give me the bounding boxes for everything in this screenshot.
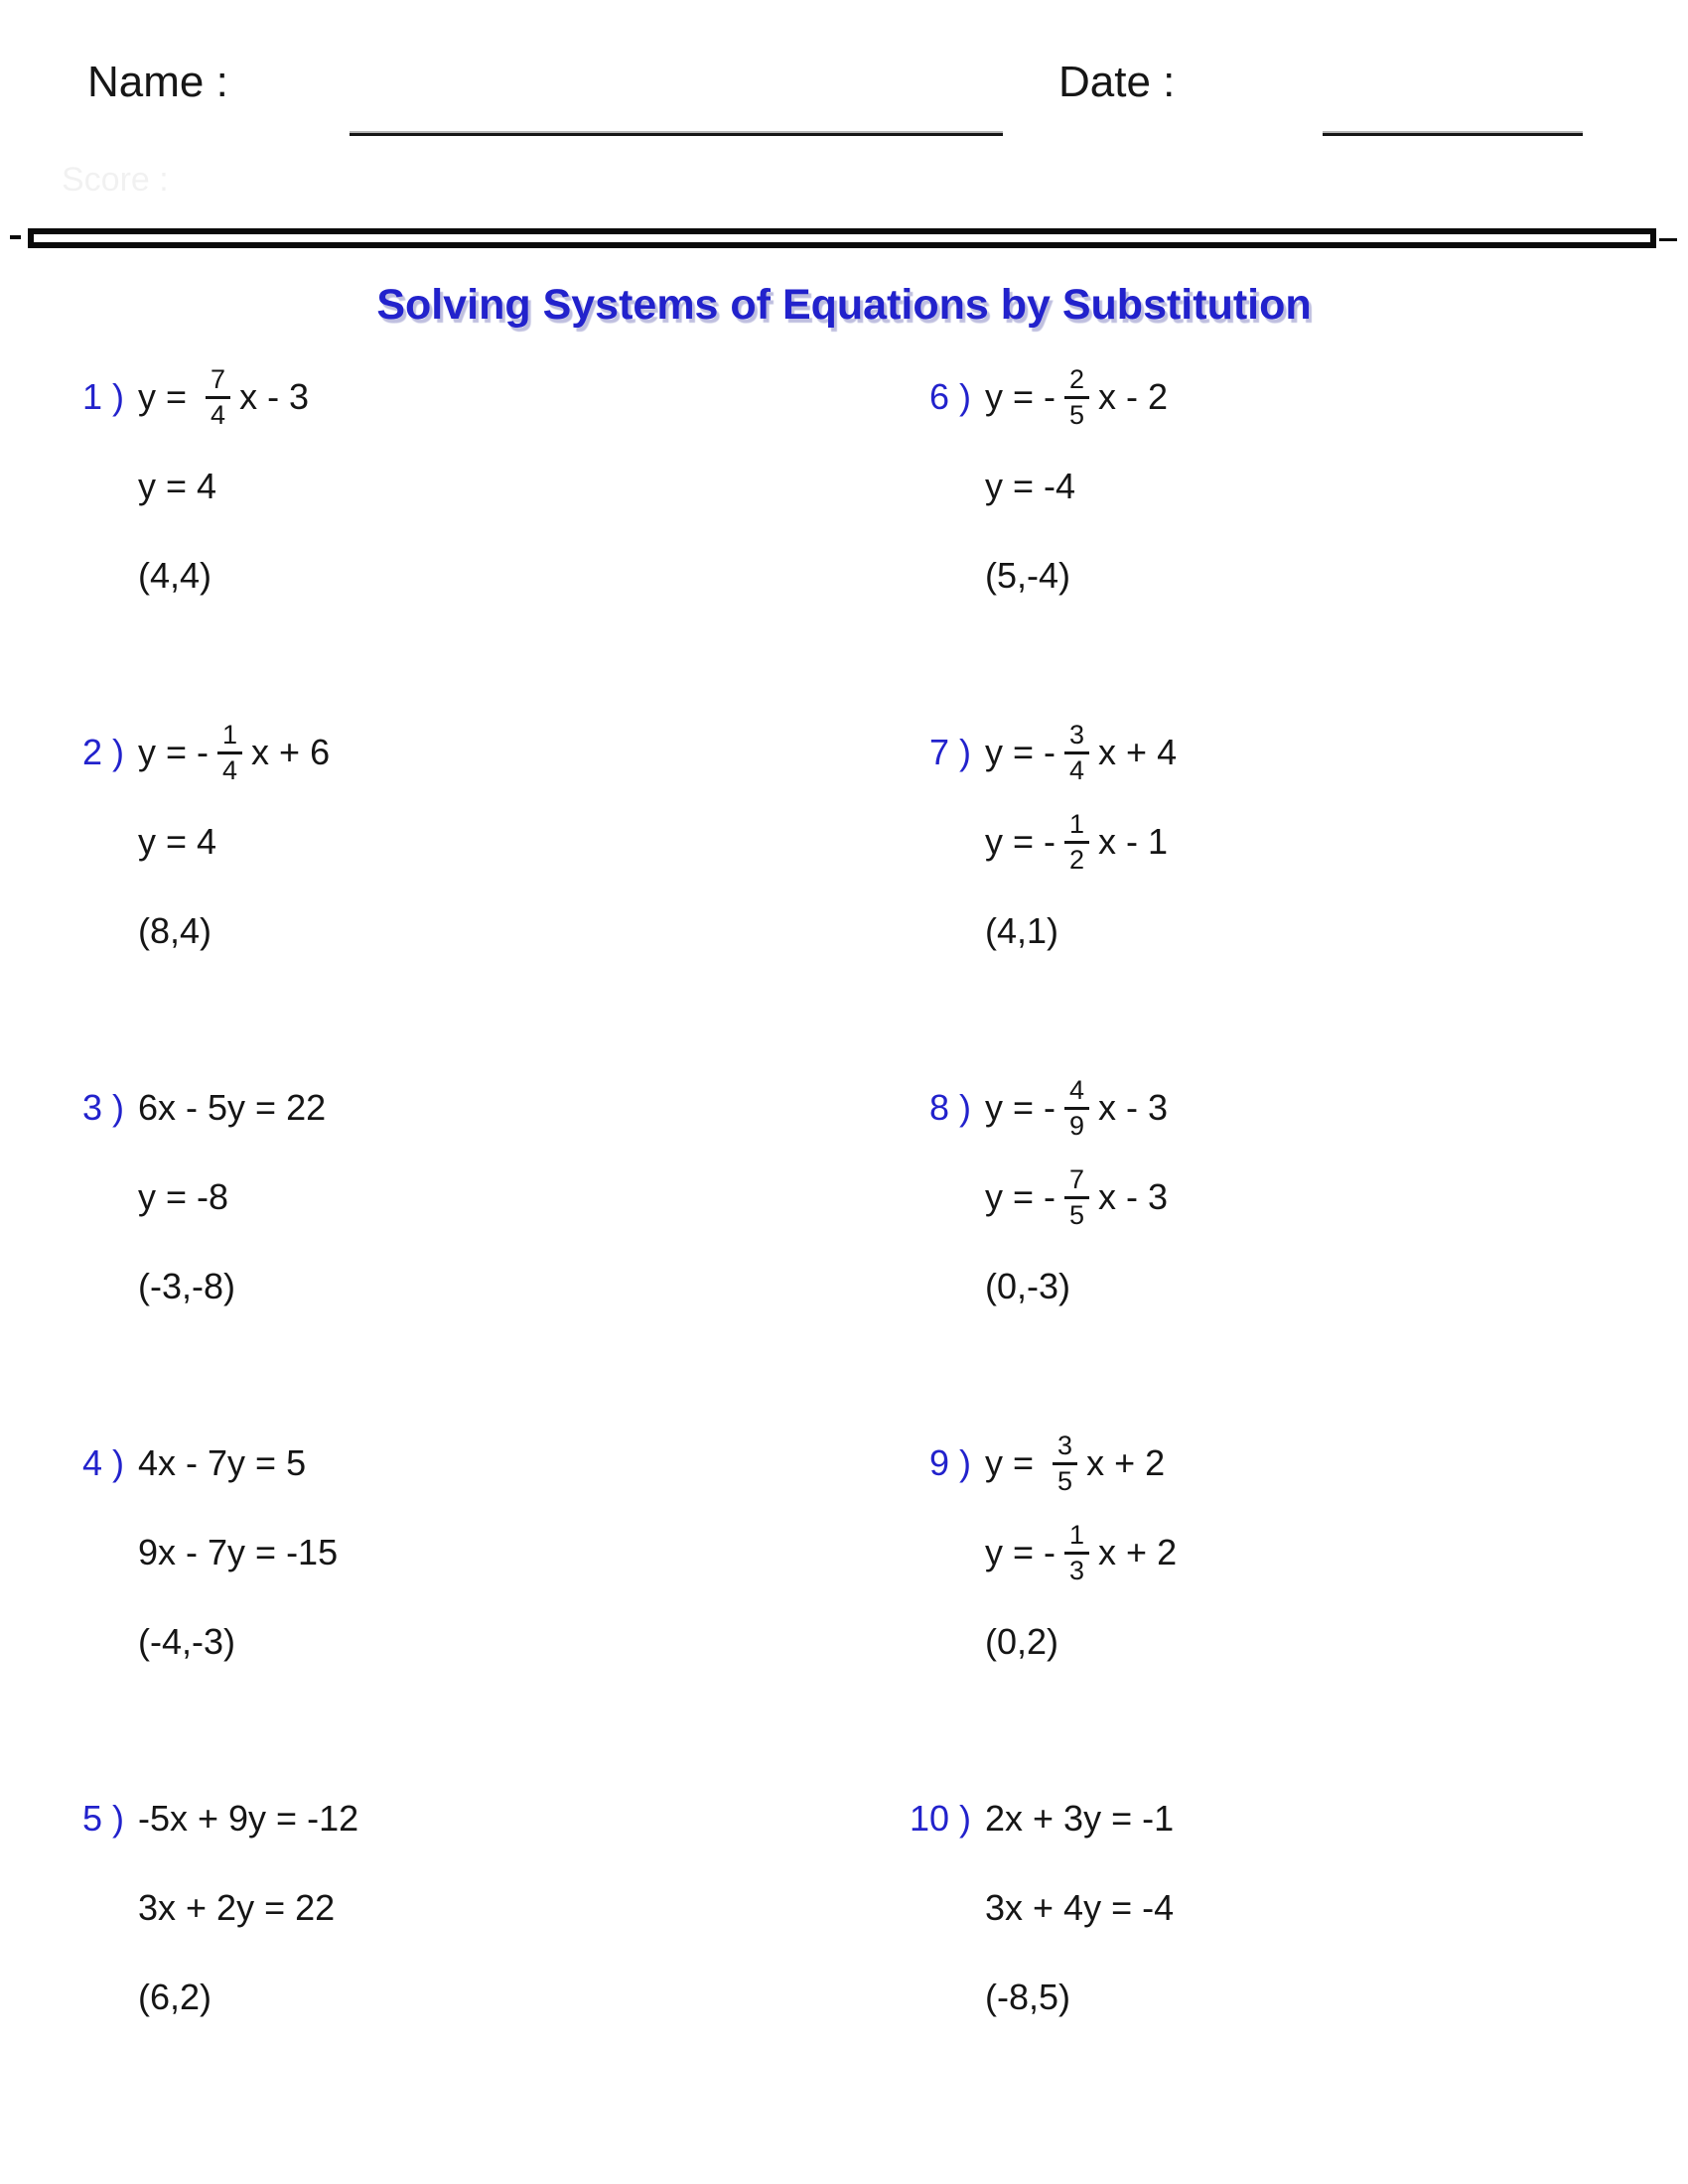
answer [985, 1242, 1168, 1331]
problem-number: 2 ) [81, 732, 124, 772]
answer [138, 1242, 326, 1331]
equation-text: y = 4 [138, 821, 217, 862]
fraction-numerator: 7 [206, 365, 230, 399]
fraction-denominator: 9 [1069, 1111, 1085, 1141]
problem [45, 1063, 892, 1419]
problem-body [138, 1419, 338, 1687]
fraction-numerator: 1 [1064, 810, 1089, 844]
page-title: Solving Systems of Equations by Substitution [376, 280, 1312, 329]
fraction [1064, 1521, 1089, 1585]
equation-text: y = - [985, 1532, 1056, 1572]
fraction [1053, 1432, 1077, 1496]
answer [985, 1953, 1174, 2042]
problem-number: 8 ) [928, 1087, 971, 1128]
problem [45, 708, 892, 1063]
fraction [1064, 721, 1089, 785]
equation-line-2 [985, 1863, 1174, 1953]
equation-text: x - 3 [1098, 1176, 1169, 1217]
equation-line-2 [138, 1508, 338, 1597]
equation-text: y = [138, 376, 198, 417]
fraction-denominator: 4 [1069, 755, 1085, 785]
equation-text: 2x + 3y = -1 [985, 1798, 1175, 1839]
horizontal-rule [28, 228, 1656, 248]
date-blank-line [1323, 133, 1583, 136]
fraction-denominator: 5 [1057, 1466, 1073, 1496]
answer [138, 1953, 358, 2042]
equation-text: x - 3 [1098, 1087, 1169, 1128]
fraction-denominator: 5 [1069, 1200, 1085, 1230]
equation-text: (0,2) [985, 1621, 1059, 1662]
equation-line-1 [985, 1774, 1174, 1863]
name-blank-line [350, 133, 1003, 136]
problem-body [985, 708, 1177, 976]
equation-text: x - 1 [1098, 821, 1169, 862]
fraction-numerator: 1 [1064, 1521, 1089, 1555]
equation-text: 4x - 7y = 5 [138, 1442, 307, 1483]
problem-body [138, 352, 309, 620]
equation-line-2 [138, 1863, 358, 1953]
equation-line-1 [138, 708, 330, 797]
equation-text: y = - [985, 1087, 1056, 1128]
equation-line-1 [138, 352, 309, 442]
answer [138, 1597, 338, 1687]
answer [985, 887, 1177, 976]
equation-line-2 [985, 797, 1177, 887]
equation-text: x + 2 [1086, 1442, 1166, 1483]
equation-text: (4,1) [985, 910, 1059, 951]
equation-line-2 [138, 442, 309, 531]
fraction-denominator: 2 [1069, 845, 1085, 875]
problems-grid [45, 352, 1686, 2129]
answer [138, 531, 309, 620]
equation-text: x + 4 [1098, 732, 1178, 772]
problem [45, 1419, 892, 1774]
equation-line-1 [138, 1774, 358, 1863]
fraction-denominator: 3 [1069, 1556, 1085, 1585]
equation-text: x + 2 [1098, 1532, 1178, 1572]
equation-text: x - 2 [1098, 376, 1169, 417]
problem-body [138, 708, 330, 976]
fraction-denominator: 5 [1069, 400, 1085, 430]
problem-number: 4 ) [81, 1442, 124, 1483]
equation-text: (6,2) [138, 1977, 212, 2017]
problem-number: 9 ) [928, 1442, 971, 1483]
equation-line-2 [138, 1153, 326, 1242]
fraction-denominator: 4 [222, 755, 238, 785]
equation-text: (8,4) [138, 910, 212, 951]
name-label: Name : [87, 58, 228, 106]
problem [892, 708, 1686, 1063]
fraction-numerator: 1 [217, 721, 242, 754]
problem-body [985, 1063, 1168, 1331]
equation-text: (4,4) [138, 555, 212, 596]
answer [985, 1597, 1177, 1687]
date-label: Date : [1058, 58, 1176, 106]
fraction-denominator: 4 [211, 400, 226, 430]
equation-text: y = - [985, 1176, 1056, 1217]
fraction [1064, 1076, 1089, 1141]
fraction-numerator: 4 [1064, 1076, 1089, 1110]
equation-line-1 [138, 1063, 326, 1153]
equation-line-1 [138, 1419, 338, 1508]
equation-text: 9x - 7y = -15 [138, 1532, 339, 1572]
equation-text: 3x + 4y = -4 [985, 1887, 1175, 1928]
equation-text: (-8,5) [985, 1977, 1071, 2017]
equation-text: 6x - 5y = 22 [138, 1087, 327, 1128]
problem-number: 5 ) [81, 1798, 124, 1839]
problem-number: 3 ) [81, 1087, 124, 1128]
answer [138, 887, 330, 976]
equation-text: x - 3 [239, 376, 310, 417]
problem [45, 1774, 892, 2129]
equation-line-2 [985, 1153, 1168, 1242]
problem [892, 1419, 1686, 1774]
problem [892, 352, 1686, 708]
problem-number: 1 ) [81, 376, 124, 417]
problem-body [138, 1063, 326, 1331]
rule-dash-right [1659, 238, 1677, 241]
equation-text: (-4,-3) [138, 1621, 235, 1662]
equation-text: 3x + 2y = 22 [138, 1887, 336, 1928]
fraction-numerator: 3 [1064, 721, 1089, 754]
problem [892, 1774, 1686, 2129]
fraction [206, 365, 230, 430]
problem [892, 1063, 1686, 1419]
fraction [1064, 1165, 1089, 1230]
problem-number: 10 ) [909, 1798, 971, 1839]
equation-line-2 [985, 1508, 1177, 1597]
equation-text: (5,-4) [985, 555, 1071, 596]
equation-text: y = - [985, 821, 1056, 862]
problem-body [985, 352, 1168, 620]
equation-text: y = [985, 1442, 1045, 1483]
fraction [217, 721, 242, 785]
equation-text: (0,-3) [985, 1266, 1071, 1306]
answer [985, 531, 1168, 620]
equation-text: y = -4 [985, 466, 1076, 506]
problem-number: 6 ) [928, 376, 971, 417]
equation-text: y = -8 [138, 1176, 229, 1217]
equation-text: x + 6 [251, 732, 331, 772]
equation-line-1 [985, 352, 1168, 442]
equation-text: y = 4 [138, 466, 217, 506]
equation-text: y = - [138, 732, 210, 772]
equation-text: y = - [985, 376, 1056, 417]
equation-line-2 [985, 442, 1168, 531]
problem-number: 7 ) [928, 732, 971, 772]
fraction-numerator: 2 [1064, 365, 1089, 399]
equation-line-1 [985, 1419, 1177, 1508]
equation-line-1 [985, 708, 1177, 797]
problem [45, 352, 892, 708]
score-faint-label: Score : [62, 161, 169, 199]
equation-text: -5x + 9y = -12 [138, 1798, 359, 1839]
fraction-numerator: 7 [1064, 1165, 1089, 1199]
equation-line-2 [138, 797, 330, 887]
problem-body [985, 1774, 1174, 2042]
fraction-numerator: 3 [1053, 1432, 1077, 1465]
fraction [1064, 810, 1089, 875]
problem-body [985, 1419, 1177, 1687]
problem-body [138, 1774, 358, 2042]
equation-line-1 [985, 1063, 1168, 1153]
equation-text: y = - [985, 732, 1056, 772]
fraction [1064, 365, 1089, 430]
rule-dash-left [10, 235, 21, 239]
equation-text: (-3,-8) [138, 1266, 235, 1306]
